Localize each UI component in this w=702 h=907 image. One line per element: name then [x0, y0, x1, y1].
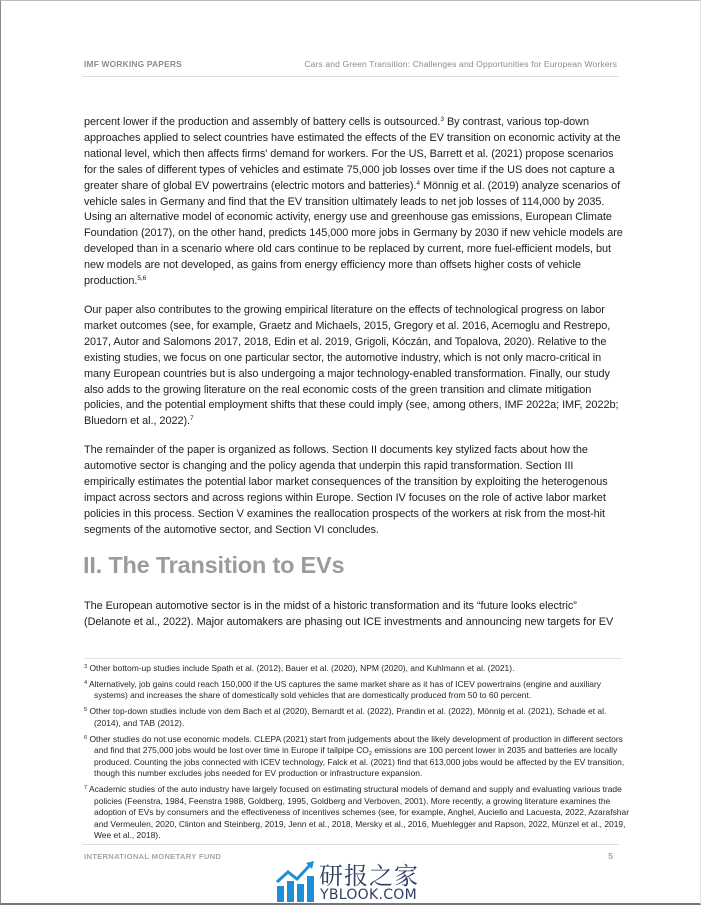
paragraph-section-intro: The European automotive sector is in the midst of a historic transformation and its “future looks electric” (Delanote et al., 2022). Major automakers are phasing out ICE investments and announcing new targets for EV [84, 600, 614, 628]
bar-chart-arrow-logo-icon [275, 860, 315, 904]
watermark-chinese-text: 研报之家 [319, 862, 419, 890]
footnote-4: $^4$ Alternatively, job gains could reach 150,000 if the US captures the same market share as it has of ICEV powertrains (engine and auxiliary systems) and increases the share of domestically sold vehicles that are domestically produced from 50 to 60 percent. [84, 678, 602, 701]
page-number: 5 [608, 851, 613, 861]
footer-publisher: INTERNATIONAL MONETARY FUND [84, 852, 222, 861]
footnote-ref-3[interactable]: 3 [440, 116, 444, 123]
footnote-ref-5-6[interactable]: 5,6 [137, 275, 147, 283]
footnotes [84, 663, 629, 846]
section-heading: II. The Transition to EVs [83, 552, 345, 578]
footnote-ref-4[interactable]: 4 [416, 179, 420, 187]
footnote-6: $^6$ Other studies do not use economic models. CLEPA (2021) start from judgements about the likely development of production in different sectors and find that 275,000 jobs would be lost over time in Europe if tailpipe $CO_2$ emissions are 100 percent lower in 2035 and batteries are locally produced. Counting the jobs connected with ICEV technology, Falck et al. (2021) find that 613,000 jobs would be affected by the EV transition, though this number excludes jobs needed for EV production or infrastructure expansion. [84, 733, 625, 779]
paper-title: Cars and Green Transition: Challenges and Opportunities for European Workers [304, 59, 617, 69]
paragraph-contribution: Our paper also contributes to the growing empirical literature on the effects of technological progress on labor market outcomes (see, for example, Graetz and Michaels, 2015, Gregory et al. 2016, Acemoglu and Restrepo, 2017, Autor and Salomons 2017, 2018, Edin et al. 2019, Grigoli, Kóczán, and Topalova, 2020). Relative to the existing studies, we focus on one particular sector, the automotive industry, which is not only macro-critical in many European countries but is also undergoing a major technology-enabled transformation. Finally, our study also adds to the growing literature on the real economic costs of the green transition and climate mitigation policies, and the potential employment shifts that these could imply (see, among others, IMF 2022a; IMF, 2022b; Bluedorn et al., 2022).$^7$ [84, 304, 619, 428]
footnote-7: $^7$ Academic studies of the auto industry have largely focused on estimating structural models of demand and supply and evaluating various trade policies (Feenstra, 1984, Feenstra 1988, Goldberg, 1995, Goldberg and Verboven, 2001). More recently, a growing literature examines the adoption of EVs by consumers and the effectiveness of incentives schemes (see, for example, Anghel, Auciello and Lacuesta, 2022, Azarafshar and Vermeulen, 2020, Clinton and Steinberg, 2019, Jenn et al., 2018, Mersky et al., 2016, Muehlegger and Rapson, 2022, Münzel et al., 2019, Wee et al., 2018). [84, 784, 630, 841]
paragraph-literature-estimates: percent lower if the production and assembly of battery cells is outsourced.$^3$ By contrast, various top-down approaches applied to select countries have estimated the effects of the EV transition on economic activity at the national level, which then affects firms' demand for workers. For the US, Barrett et al. (2021) propose scenarios for the sales of different types of vehicles and estimate 75,000 job losses over time if the US does not capture a greater share of global EV powertrains (electric motors and batteries).$^4$ Mönnig et al. (2019) analyze scenarios of vehicle sales in Germany and find that the EV transition ultimately leads to net job losses of 114,000 by 2035. Using an alternative model of economic activity, energy use and greenhouse gas emissions, European Climate Foundation (2017), on the other hand, predicts 145,000 more jobs in Germany by 2030 if new vehicle models are developed than in a scenario where old cars continue to be replaced by current, more fuel-efficient models, but new models are not developed, as gains from energy efficiency more than offsets higher costs of vehicle production.$^{5,6}$ [84, 116, 623, 288]
footnote-3: $^3$ Other bottom-up studies include Spath et al. (2012), Bauer et al. (2020), NPM (2020), and Kuhlmann et al. (2021). [84, 663, 515, 673]
series-title: IMF WORKING PAPERS [84, 59, 182, 69]
footnote-ref-7[interactable]: 7 [190, 415, 194, 423]
footer-separator [82, 844, 619, 845]
footnote-5: $^5$ Other top-down studies include von dem Bach et al (2020), Bernardt et al. (2022), Prandin et al. (2022), Mönnig et al. (2021), Schade et al. (2014), and TAB (2012). [84, 706, 607, 728]
watermark [275, 858, 445, 906]
running-header [82, 56, 619, 77]
footnote-separator [84, 658, 622, 659]
watermark-domain-text: YBLOOK.COM [320, 887, 418, 903]
paragraph-paper-organization: The remainder of the paper is organized as follows. Section II documents key stylized facts about how the automotive sector is changing and the policy agenda that underpin this rapid transformation. Section III empirically estimates the potential labor market consequences of the transition by exploiting the heterogenous impact across sectors and across regions within Europe. Section IV focuses on the role of active labor market policies in this process. Section V examines the reallocation prospects of the workers at risk from the most-hit segments of the automotive sector, and Section VI concludes. [84, 444, 608, 536]
